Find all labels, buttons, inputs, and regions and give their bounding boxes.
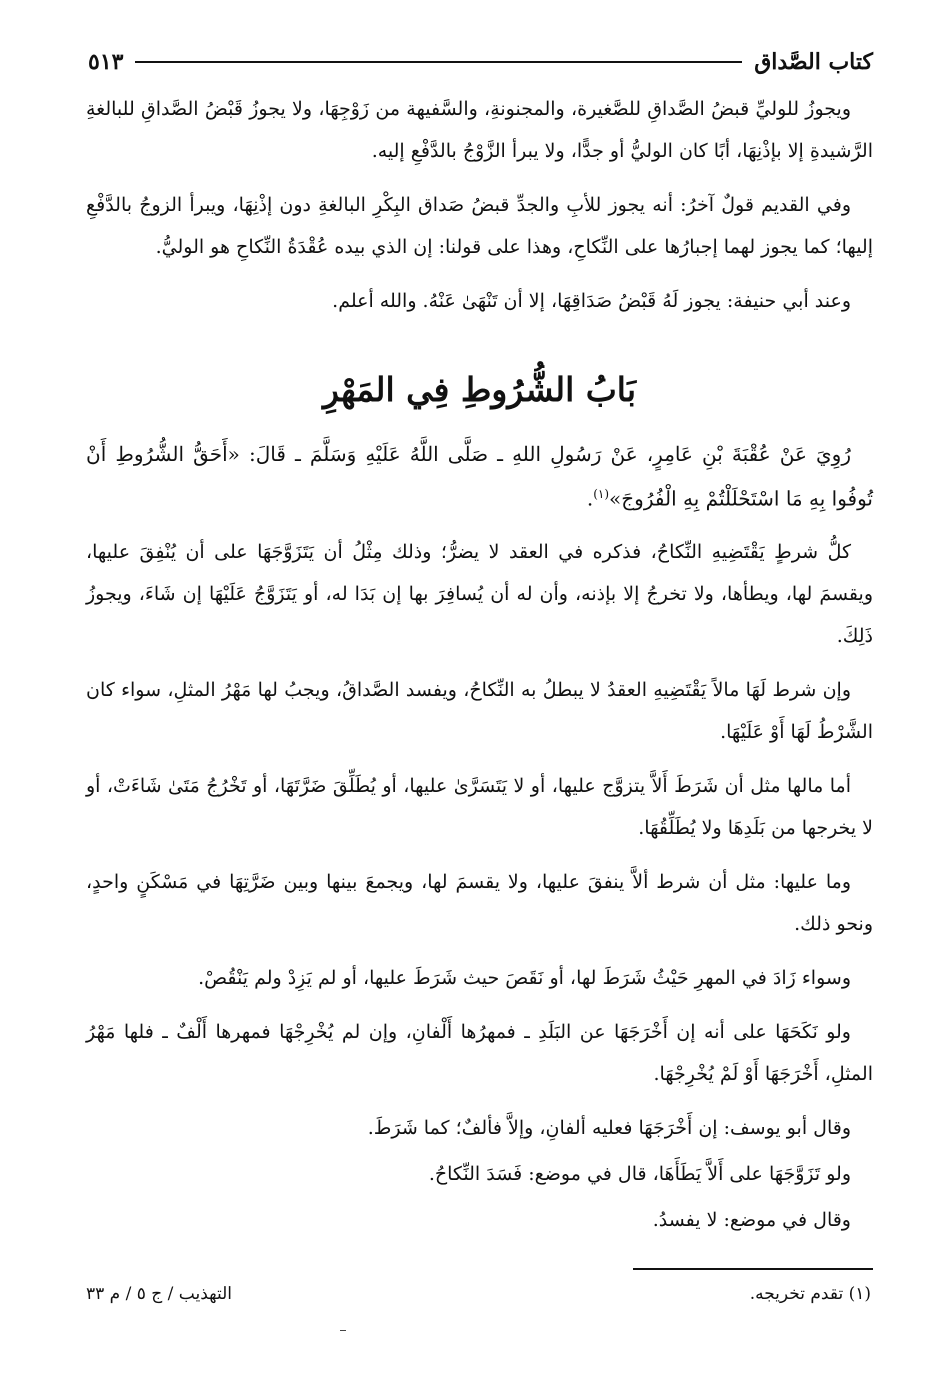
paragraph: وفي القديم قولٌ آخرُ: أنه يجوز للأبِ والجدِّ قبضُ صَداق البِكْرِ البالغةِ دون إذْنِهَا، ويبرأ الزوجُ بالدَّفْعِ إليها؛ كما يجوز لهما إجبارُها على النِّكاحِ، وهذا على قولنا: إن الذي بيده عُقْدَةُ النِّكاحِ هو الوليُّ. <box>86 194 873 258</box>
paragraph: وسواء زَادَ في المهرِ حَيْثُ شَرَطَ لها، أو نَقَصَ حيث شَرَطَ عليها، أو لم يَزِدْ ولم يَنْقُصْ. <box>198 966 851 989</box>
paragraph: وقال في موضع: لا يفسدُ. <box>652 1208 851 1231</box>
paragraph: أما مالها مثل أن شَرَطَ أَلاَّ يتزوَّج عليها، أو لا يَتَسَرَّىٰ عليها، أو يُطَلِّقَ ضَرَّتَهَا، أو تَخْرُجُ مَتَىٰ شَاءَتْ، أو لا يخرجها من بَلَدِهَا ولا يُطَلِّقُهَا. <box>86 774 873 839</box>
paragraph: وما عليها: مثل أن شرط ألاَّ ينفقَ عليها، ولا يقسمَ لها، ويجمعَ بينها وبين ضَرَّتِهَا في مَسْكَنٍ واحدٍ، ونحو ذلك. <box>86 870 873 935</box>
paragraph: ولو تَزَوَّجَهَا على أَلاَّ يَطَأَهَا، قال في موضع: فَسَدَ النِّكاحُ. <box>428 1162 851 1185</box>
paragraph: وعند أبي حنيفة: يجوز لَهُ قَبْضُ صَدَاقِهَا، إلا أن تَنْهَىٰ عَنْهُ. والله أعلم. <box>332 290 851 312</box>
footnote-reference: (١) <box>593 487 610 501</box>
bottom-dash <box>340 1330 346 1331</box>
body-text <box>86 88 873 1245</box>
paragraph: ولو نَكَحَهَا على أنه إن أَخْرَجَهَا عن البَلَدِ ـ فمهرُها أَلْفانِ، وإن لم يُخْرِجْهَا فمهرها أَلْفٌ ـ فلها مَهْرُ المثلِ، أَخْرَجَهَا أَوْ لَمْ يُخْرِجْهَا. <box>86 1020 873 1085</box>
paragraph: وإن شرط لَهَا مالاً يَقْتَضِيهِ العقدُ لا يبطلُ به النِّكاحُ، ويفسد الصَّداقُ، ويجبُ لها مَهْرُ المثلِ، سواء كان الشَّرْطُ لَهَا أَوْ عَلَيْهَا. <box>86 678 873 743</box>
book-title: كتاب الصَّداق <box>754 49 873 75</box>
signature-mark: التهذيب / ج ٥ / م ٣٣ <box>86 1284 233 1304</box>
section-heading: بَابُ الشُّرُوطِ فِي المَهْرِ <box>322 370 637 409</box>
paragraph: ويجوزُ للوليِّ قبضُ الصَّداقِ للصَّغيرة، والمجنونةِ، والسَّفيهة من زَوْجِهَا، ولا يجوزُ قَبْضُ الصَّداقِ للبالغةِ الرَّشيدةِ إلا بإذْنِهَا، أبًا كان الوليُّ أو جدًّا، ولا يبرأ الزَّوْجُ بالدَّفْعِ إليه. <box>86 98 873 162</box>
page-number: ٥١٣ <box>88 49 124 75</box>
hadith-text: رُوِيَ عَنْ عُقْبَةَ بْنِ عَامِرٍ، عَنْ رَسُولِ اللهِ ـ صَلَّى اللَّهُ عَلَيْهِ وَسَلَّمَ ـ قَالَ: «أَحَقُّ الشُّرُوطِ أَنْ تُوفُوا بِهِ مَا اسْتَحْلَلْتُمْ بِهِ الْفُرُوجَ» <box>86 442 873 511</box>
footnote-rule <box>633 1268 873 1270</box>
header-rule <box>135 61 742 63</box>
running-head <box>88 44 873 80</box>
hadith-paragraph: رُوِيَ عَنْ عُقْبَةَ بْنِ عَامِرٍ، عَنْ رَسُولِ اللهِ ـ صَلَّى اللَّهُ عَلَيْهِ وَسَلَّمَ ـ قَالَ: «أَحَقُّ الشُّرُوطِ أَنْ تُوفُوا بِهِ مَا اسْتَحْلَلْتُمْ بِهِ الْفُرُوجَ»$^{(١)}$. <box>86 442 873 511</box>
paragraph: وقال أبو يوسف: إن أَخْرَجَهَا فعليه ألفانِ، وإلاَّ فألفٌ؛ كما شَرَطَ. <box>367 1116 851 1139</box>
footnote: (١) تقدم تخريجه. <box>749 1284 871 1304</box>
paragraph: كلُّ شرطٍ يَقْتَضِيهِ النِّكاحُ، فذكره في العقد لا يضرُّ؛ وذلك مِثْلُ أن يَتَزَوَّجَهَا على أن يُنْفِقَ عليها، ويقسمَ لها، ويطأها، ولا تخرجُ إلا بإذنه، وأن له أن يُسافِرَ بها إن بَدَا له، أو يَتَزَوَّجُ عَلَيْهَا إن شَاءَ، ويجوزُ ذَلِكَ. <box>86 540 873 647</box>
